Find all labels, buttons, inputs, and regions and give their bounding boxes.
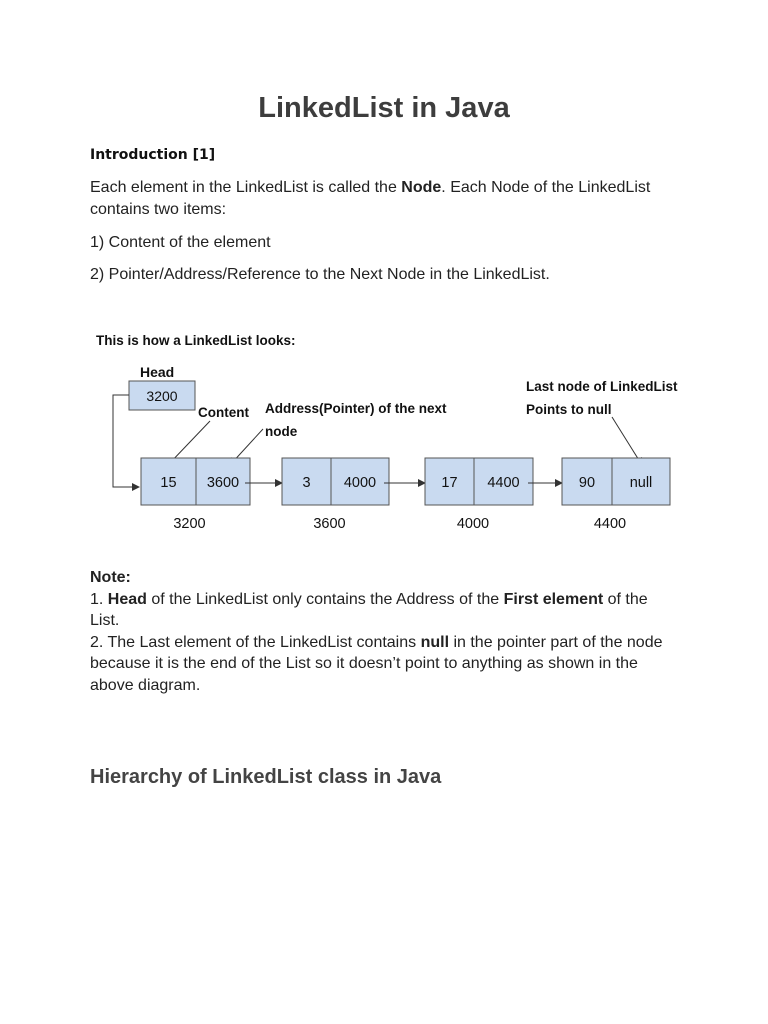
head-value: 3200	[146, 388, 178, 404]
node-address-label: 3600	[313, 516, 346, 532]
node-pointer-value: null	[629, 475, 653, 491]
paragraph-text-before: Each element in the LinkedList is called the	[90, 179, 402, 196]
linkedlist-diagram-svg	[88, 325, 688, 540]
node-term: Node	[401, 179, 442, 196]
node-content-value: 3	[302, 475, 311, 491]
linkedlist-diagram	[88, 325, 688, 540]
node-description-paragraph	[90, 177, 680, 221]
hierarchy-heading: Hierarchy of LinkedList class in Java	[90, 766, 442, 788]
list-item-content: 1) Content of the element	[90, 234, 271, 251]
nodes-layer	[141, 458, 670, 532]
list-item-pointer: 2) Pointer/Address/Reference to the Next Node in the LinkedList.	[90, 266, 550, 283]
note-block	[90, 567, 680, 696]
content-label: Content	[198, 405, 249, 420]
head-label: Head	[140, 364, 175, 380]
node-address-label: 3200	[173, 516, 206, 532]
node-pointer-value: 4000	[343, 475, 377, 491]
address-label-line1: Address(Pointer) of the next	[265, 401, 447, 416]
node-pointer-value: 3600	[206, 475, 240, 491]
node-content-value: 90	[578, 475, 596, 491]
intro-heading: Introduction [1]	[90, 147, 216, 163]
page-title: LinkedList in Java	[258, 92, 510, 124]
last-node-label-line1: Last node of LinkedList	[526, 379, 678, 394]
last-node-label-line2: Points to null	[526, 402, 612, 417]
diagram-caption: This is how a LinkedList looks:	[96, 333, 296, 348]
paragraph-text-after: . Each Node of the LinkedList contains two items:	[90, 179, 651, 218]
node-address-label: 4400	[593, 516, 627, 532]
address-label-line2: node	[265, 424, 298, 439]
note-heading: Note:	[90, 569, 131, 586]
node-pointer-value: 4400	[487, 475, 520, 491]
node-content-value: 15	[160, 475, 177, 491]
node-address-label: 4000	[456, 516, 490, 532]
node-content-value: 17	[441, 475, 458, 491]
note-line-1: 1. Head of the LinkedList only contains the Address of the First element of the List.	[90, 590, 648, 629]
note-line-2: 2. The Last element of the LinkedList contains null in the pointer part of the node because it is the end of the List so it doesn’t point to anything as shown in the above diagram.	[90, 633, 663, 694]
